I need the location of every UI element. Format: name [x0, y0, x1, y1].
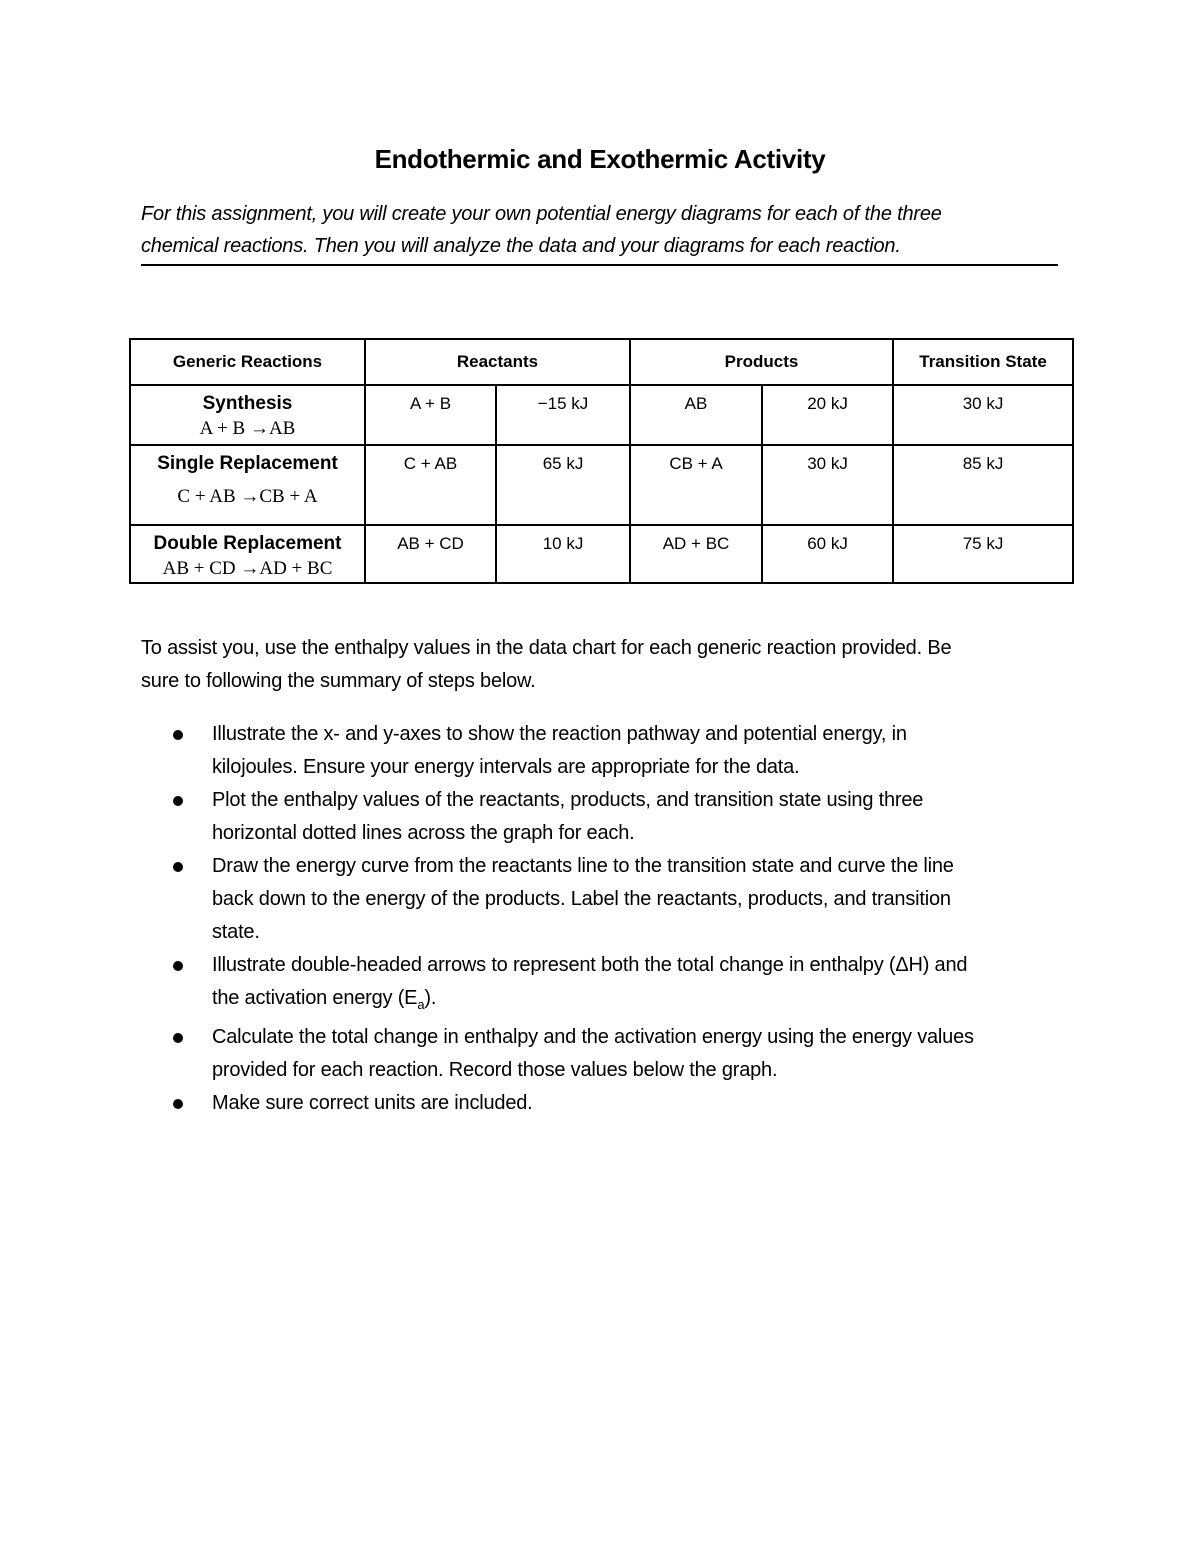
- reactants-cell: [365, 445, 496, 525]
- list-item: [141, 784, 1061, 850]
- intro-paragraph: [141, 198, 1058, 266]
- reactants-formula: A + B: [409, 394, 452, 413]
- reactants-energy: 10 kJ: [542, 534, 584, 553]
- bullet-icon: [173, 1033, 183, 1043]
- bullet-icon: [173, 730, 183, 740]
- reactants-energy-cell: [496, 445, 630, 525]
- page-title: Endothermic and Exothermic Activity: [374, 144, 826, 174]
- intro-line: chemical reactions. Then you will analyze the data and your diagrams for each reaction.: [141, 235, 901, 257]
- step-line: kilojoules. Ensure your energy intervals are appropriate for the data.: [212, 756, 800, 778]
- products-energy: 30 kJ: [807, 454, 848, 473]
- products-energy: 20 kJ: [807, 394, 848, 413]
- step-text: ).: [424, 987, 437, 1009]
- reactants-energy-cell: [496, 525, 630, 583]
- step-line: Calculate the total change in enthalpy and the activation energy using the energy values: [212, 1026, 974, 1048]
- reaction-cell: [130, 525, 365, 583]
- step-line: Draw the energy curve from the reactants line to the transition state and curve the line: [212, 855, 954, 877]
- header-products: Products: [630, 339, 893, 385]
- list-item: [141, 949, 1061, 1021]
- products-cell: [630, 445, 762, 525]
- reactants-cell: [365, 385, 496, 445]
- list-item: [141, 1087, 1061, 1120]
- step-line: Plot the enthalpy values of the reactants, products, and transition state using three: [212, 789, 924, 811]
- table-row: [130, 385, 1073, 445]
- reactants-formula: AB + CD: [397, 534, 464, 553]
- step-line: Illustrate the x- and y-axes to show the reaction pathway and potential energy, in: [212, 723, 907, 745]
- reaction-name: Single Replacement: [157, 453, 338, 474]
- transition-energy: 30 kJ: [962, 394, 1004, 413]
- products-energy: 60 kJ: [807, 534, 848, 553]
- reactants-energy: −15 kJ: [537, 394, 589, 413]
- assist-line: To assist you, use the enthalpy values in the data chart for each generic reaction provided. Be: [141, 637, 952, 659]
- products-energy-cell: [762, 445, 893, 525]
- assist-paragraph: [141, 632, 1061, 698]
- products-energy-cell: [762, 385, 893, 445]
- table-row: [130, 445, 1073, 525]
- products-formula: AB: [684, 394, 708, 413]
- reaction-name: Synthesis: [202, 393, 293, 414]
- reactants-energy-cell: [496, 385, 630, 445]
- step-line: [212, 982, 1061, 1021]
- transition-cell: [893, 385, 1073, 445]
- reaction-equation: AB + CD →AD + BC: [162, 558, 333, 579]
- bullet-icon: [173, 862, 183, 872]
- reactants-cell: [365, 525, 496, 583]
- header-generic-reactions: Generic Reactions: [130, 339, 365, 385]
- reactants-energy: 65 kJ: [542, 454, 584, 473]
- reaction-cell: [130, 445, 365, 525]
- bullet-icon: [173, 796, 183, 806]
- reaction-data-table: [129, 338, 1074, 584]
- step-line: back down to the energy of the products. Label the reactants, products, and transition: [212, 888, 951, 910]
- transition-cell: [893, 525, 1073, 583]
- transition-cell: [893, 445, 1073, 525]
- table-header-row: [130, 339, 1073, 385]
- step-text: the activation energy (E: [212, 987, 418, 1009]
- products-energy-cell: [762, 525, 893, 583]
- products-cell: [630, 525, 762, 583]
- reaction-cell: [130, 385, 365, 445]
- bullet-icon: [173, 961, 183, 971]
- table-row: [130, 525, 1073, 583]
- reaction-equation: A + B →AB: [199, 418, 296, 439]
- products-cell: [630, 385, 762, 445]
- step-line: provided for each reaction. Record those values below the graph.: [212, 1059, 778, 1081]
- step-line: Make sure correct units are included.: [212, 1092, 533, 1114]
- products-formula: AD + BC: [662, 534, 730, 553]
- header-reactants: Reactants: [365, 339, 630, 385]
- header-transition-state: Transition State: [893, 339, 1073, 385]
- step-line: horizontal dotted lines across the graph for each.: [212, 822, 635, 844]
- transition-energy: 75 kJ: [962, 534, 1004, 553]
- subscript-a: a: [417, 997, 425, 1012]
- step-line: state.: [212, 921, 260, 943]
- reaction-equation: C + AB →CB + A: [177, 486, 318, 507]
- step-line: Illustrate double-headed arrows to represent both the total change in enthalpy (ΔH) and: [212, 954, 968, 976]
- list-item: [141, 850, 1061, 949]
- steps-list: [141, 718, 1061, 1120]
- transition-energy: 85 kJ: [962, 454, 1004, 473]
- products-formula: CB + A: [669, 454, 723, 473]
- list-item: [141, 1021, 1061, 1087]
- reactants-formula: C + AB: [403, 454, 458, 473]
- reaction-name: Double Replacement: [153, 533, 342, 554]
- bullet-icon: [173, 1099, 183, 1109]
- intro-line: For this assignment, you will create your own potential energy diagrams for each of the three: [141, 203, 942, 225]
- assist-line: sure to following the summary of steps below.: [141, 670, 536, 692]
- list-item: [141, 718, 1061, 784]
